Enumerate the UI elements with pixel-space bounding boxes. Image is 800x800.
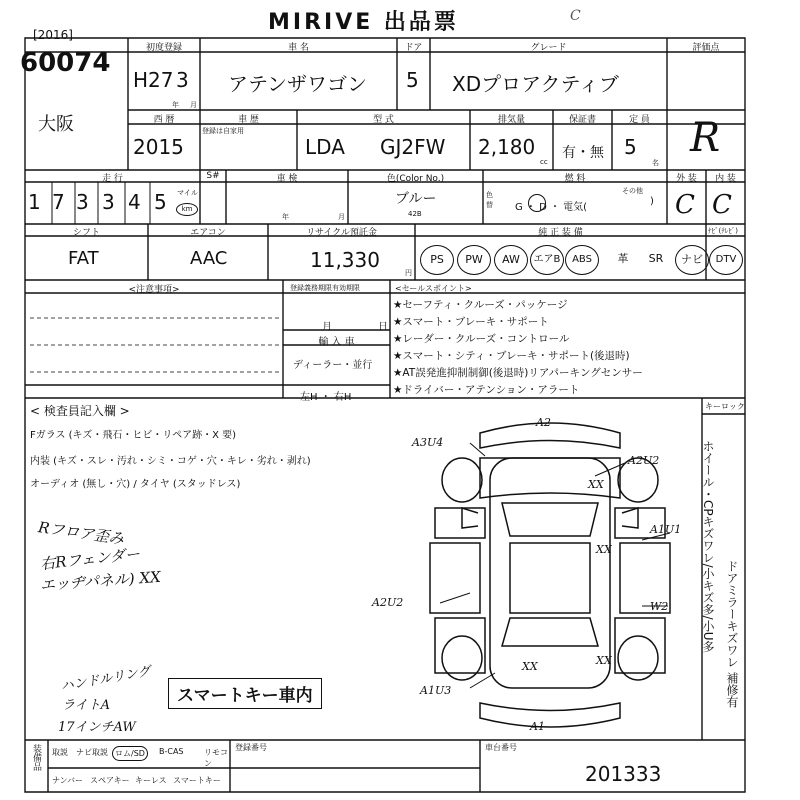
damage-mark: A2 xyxy=(536,416,551,429)
model-year: 2015 xyxy=(133,135,184,159)
color: ブルー xyxy=(395,191,437,207)
displacement-unit: cc xyxy=(540,158,548,166)
displacement-label: 排気量 xyxy=(497,115,525,125)
ac: AAC xyxy=(190,248,228,269)
extras-item: ロム/SD xyxy=(112,746,148,761)
extras-item: ナンバー xyxy=(52,776,84,785)
equipment-item: PS xyxy=(420,245,454,275)
interior-label: 内 装 xyxy=(715,174,736,184)
mileage-label: 走 行 xyxy=(102,174,123,184)
color-no-label: S# xyxy=(206,171,220,181)
sales-points xyxy=(393,297,643,399)
mileage-digit: 3 xyxy=(76,190,89,214)
doors: 5 xyxy=(406,68,419,92)
sales-point: ★セーフティ・クルーズ・パッケージ xyxy=(393,299,568,311)
ac-label: エアコン xyxy=(190,228,226,238)
exterior-score: C xyxy=(675,190,695,220)
type-code: GJ2FW xyxy=(380,135,446,159)
fuel-selected-circle xyxy=(528,194,546,212)
side-note-1: ホイール・CPキズワレ/小キズ多/小U多 xyxy=(701,440,715,653)
fuel-label: 燃 料 xyxy=(564,174,586,184)
year-suffix: 年 xyxy=(172,101,179,109)
import-route: ディーラー・並行 xyxy=(293,360,373,371)
sales-point: ★スマート・ブレーキ・サポート xyxy=(393,316,549,328)
year-tag: [2016] xyxy=(33,28,73,42)
equipment-item: DTV xyxy=(709,245,743,275)
inspector-title: < 検査員記入欄 > xyxy=(30,404,130,418)
chassis-label: 車台番号 xyxy=(485,743,517,752)
recycle: 11,330 xyxy=(310,248,380,272)
exterior-label: 外 装 xyxy=(676,174,697,184)
equipment-item: PW xyxy=(457,245,491,275)
mileage-digit: 1 xyxy=(28,190,41,214)
damage-mark: XX xyxy=(596,654,612,667)
car-damage-diagram xyxy=(372,416,700,738)
mile-label: マイル xyxy=(177,189,198,197)
shift-label: シフト xyxy=(72,228,100,238)
capacity-unit: 名 xyxy=(652,159,659,167)
inspector-line-1: Fガラス (キズ・飛石・ヒビ・リペア跡・X 要) xyxy=(30,430,237,441)
extras-item: スマートキー xyxy=(173,776,221,785)
extras-item: キーレス xyxy=(135,776,167,785)
shift: FAT xyxy=(68,248,99,269)
rating-score: R xyxy=(690,115,721,161)
hand-note: 右Rフェンダー xyxy=(39,544,141,574)
interior-score: C xyxy=(712,190,732,220)
type-label: 型 式 xyxy=(373,115,394,125)
registration-label: 登録義務期限有効期限 xyxy=(290,284,360,292)
sales-point: ★レーダー・クルーズ・コントロール xyxy=(393,333,570,345)
rating-label: 評価点 xyxy=(692,43,720,53)
grade-label: グレード xyxy=(530,43,567,53)
displacement: 2,180 xyxy=(478,135,536,159)
caution-label: <注意事項> xyxy=(128,285,180,295)
mileage-digit: 4 xyxy=(128,190,141,214)
form-title: MIRIVE 出品票 xyxy=(268,10,459,35)
equipment-label: 純 正 装 備 xyxy=(538,228,583,238)
damage-mark: A2U2 xyxy=(628,454,660,467)
lot-number: 60074 xyxy=(20,48,111,78)
sales-point: ★AT誤発進抑制制御(後退時)リアパーキングセンサー xyxy=(393,367,643,379)
damage-mark: A2U2 xyxy=(372,596,404,609)
hand-note: ライトA xyxy=(62,698,110,713)
import-label: 輸 入 車 xyxy=(318,337,355,348)
capacity: 5 xyxy=(624,135,637,159)
month-suffix: 月 xyxy=(190,101,197,109)
first-reg-label: 初度登録 xyxy=(145,43,182,53)
inspector-line-3: オーディオ (無し・穴) / タイヤ (スタッドレス) xyxy=(30,479,241,490)
doors-label: ドア xyxy=(404,43,423,53)
inspection-label: 車 検 xyxy=(276,174,298,184)
equipment-item: 革 xyxy=(617,252,629,265)
damage-mark: W2 xyxy=(650,600,669,613)
extras-item: ナビ取説 xyxy=(76,748,108,757)
key-lock-label: キーロック xyxy=(705,402,745,411)
chassis-number: 201333 xyxy=(585,762,662,786)
damage-mark: A1U1 xyxy=(650,523,682,536)
color-code: 42B xyxy=(408,210,422,218)
side-note-2: ドアミラーキズワレ 補修有 xyxy=(725,560,739,708)
reg-day-suffix: 日 xyxy=(378,322,388,333)
equipment-item: ナビ xyxy=(675,245,709,275)
car-name: アテンザワゴン xyxy=(228,72,367,96)
reg-month: 3 xyxy=(176,68,189,92)
type-prefix: LDA xyxy=(305,135,345,159)
damage-mark: XX xyxy=(588,478,604,491)
insp-month-suffix: 月 xyxy=(338,213,345,221)
corner-mark: C xyxy=(570,8,581,24)
hand-note: 17インチAW xyxy=(58,720,136,735)
mileage-digit: 7 xyxy=(52,190,65,214)
damage-mark: XX xyxy=(522,660,538,673)
equipment-item: ABS xyxy=(565,245,599,275)
warranty: 有・無 xyxy=(562,145,604,161)
fuel-options: G ・ D ・ 電気( xyxy=(515,202,588,213)
navi-type-label: ﾅﾋﾞ(ﾃﾚﾋﾞ) xyxy=(708,227,738,235)
equipment-item: AW xyxy=(494,245,528,275)
recycle-label: リサイクル預託金 xyxy=(306,228,377,238)
insp-year-suffix: 年 xyxy=(282,213,289,221)
capacity-label: 定 員 xyxy=(629,115,650,125)
damage-mark: A3U4 xyxy=(412,436,444,449)
reg-month-suffix: 月 xyxy=(322,322,332,333)
damage-mark: A1U3 xyxy=(420,684,452,697)
equipment-item: SR xyxy=(648,252,664,265)
damage-mark: A1 xyxy=(530,720,545,733)
inspector-line-2: 内装 (キズ・スレ・汚れ・シミ・コゲ・穴・キレ・劣れ・剥れ) xyxy=(30,456,311,467)
extras-item: リモコン xyxy=(204,748,228,768)
reg-number-label: 登録番号 xyxy=(235,743,267,752)
boxed-note: スマートキー車内 xyxy=(168,678,322,709)
grade: XDプロアクティブ xyxy=(452,72,619,96)
fuel-close-paren: ) xyxy=(650,196,654,207)
extras-item: スペアキー xyxy=(90,776,130,785)
extras-row-1 xyxy=(50,744,230,768)
car-name-label: 車 名 xyxy=(288,43,309,53)
color-label: 色(Color No.) xyxy=(386,174,445,184)
era-year: H27 xyxy=(133,68,174,92)
km-label: km xyxy=(176,203,198,216)
recycle-unit: 円 xyxy=(405,269,412,277)
sales-point: ★スマート・シティ・ブレーキ・サポート(後退時) xyxy=(393,350,630,362)
extras-item: B-CAS xyxy=(159,747,184,756)
model-year-label: 西 暦 xyxy=(153,115,175,125)
extras-row-2 xyxy=(50,772,230,792)
location: 大阪 xyxy=(38,114,74,135)
hand-note: エッヂパネル) XX xyxy=(39,567,162,595)
color-change-label: 色替 xyxy=(486,191,493,209)
handle-side: 左H ・ 右H xyxy=(300,392,352,403)
mileage-digit: 3 xyxy=(102,190,115,214)
warranty-label: 保証書 xyxy=(568,115,596,125)
sales-point: ★ドライバー・アテンション・アラート xyxy=(393,384,580,396)
mileage-digit: 5 xyxy=(154,190,167,214)
damage-mark: XX xyxy=(596,543,612,556)
hand-note: ハンドルリング xyxy=(59,664,152,695)
sales-label: <セールスポイント> xyxy=(395,284,472,293)
extras-item: 取説 xyxy=(52,748,68,757)
equipment-item: エアB xyxy=(530,245,564,275)
history-note: 登録は自家用 xyxy=(202,127,244,135)
history-label: 車 歴 xyxy=(238,115,259,125)
extras-label: 装備品 xyxy=(31,744,41,771)
hand-note: Rフロア歪み xyxy=(37,518,126,548)
equipment-row xyxy=(417,243,747,273)
fuel-other: その他 xyxy=(622,187,643,195)
